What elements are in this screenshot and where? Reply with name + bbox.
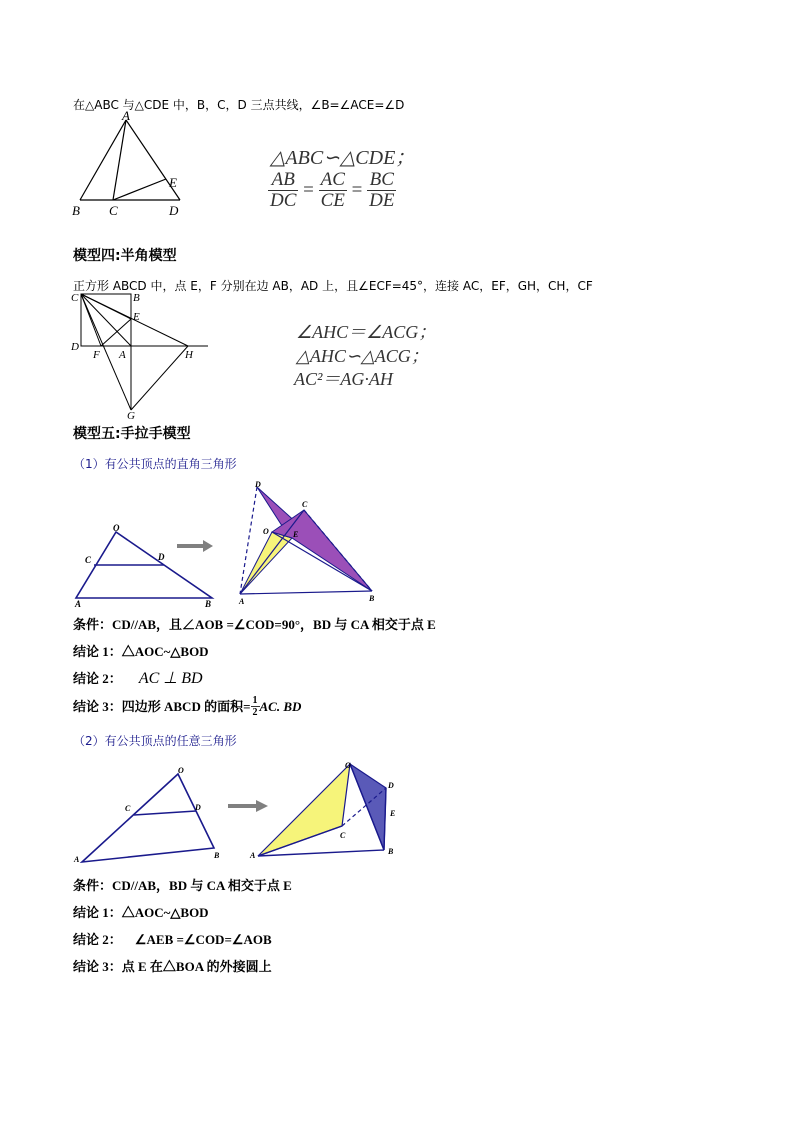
intro-line: 在△ABC 与△CDE 中，B，C，D 三点共线，∠B=∠ACE=∠D: [73, 98, 405, 112]
label-b: B: [205, 599, 212, 608]
label-h: H: [185, 349, 193, 361]
model4-line: 正方形 ABCD 中，点 E，F 分别在边 AB，AD 上，且∠ECF=45°，连接 AC，EF，GH，CH，CF: [73, 279, 593, 293]
label-d: D: [195, 803, 201, 812]
label-o: O: [113, 524, 120, 533]
label-a: A: [122, 110, 130, 123]
formula-angle: ∠AHC＝∠ACG；: [296, 322, 437, 342]
part2-conclusion3: 结论 3：点 E 在△BOA 的外接圆上: [73, 959, 272, 974]
part1-condition: 条件：CD//AB，且∠AOB =∠COD=90°，BD 与 CA 相交于点 E: [73, 617, 436, 632]
part1-conclusion2: 结论 2： AC ⊥ BD: [73, 670, 203, 687]
label-b: B: [133, 292, 140, 304]
label-c: C: [85, 555, 92, 565]
part2-conclusion2: 结论 2： ∠AEB =∠COD=∠AOB: [73, 932, 272, 947]
perpendicular-formula: AC ⊥ BD: [138, 670, 203, 687]
label-a: A: [119, 349, 126, 361]
label-c: C: [340, 831, 346, 840]
figure-part2-right: [246, 758, 406, 862]
label-d: D: [158, 552, 165, 562]
label-e: E: [169, 175, 177, 190]
label-d: D: [71, 341, 79, 353]
figure-half-angle: [66, 288, 216, 420]
label-o: O: [345, 761, 351, 770]
label-c: C: [71, 292, 79, 304]
label-e: E: [390, 809, 396, 818]
label-a: A: [74, 855, 80, 864]
label-d: D: [388, 781, 394, 790]
angle-formula: ∠AEB =∠COD=∠AOB: [134, 932, 272, 947]
figure-part1-right: [234, 480, 384, 608]
part2-subhead: （2）有公共顶点的任意三角形: [73, 734, 237, 748]
part1-subhead: （1）有公共顶点的直角三角形: [73, 457, 237, 471]
label-d: D: [255, 480, 261, 489]
label-o: O: [263, 527, 269, 536]
label-o: O: [178, 766, 184, 775]
model4-heading: 模型四:半角模型: [73, 248, 177, 264]
fraction-half: $\frac{1}{2}$: [252, 695, 258, 718]
label-c: C: [125, 804, 131, 813]
figure-part1-left: [70, 524, 220, 608]
label-b: B: [369, 594, 375, 603]
part1-conclusion1: 结论 1：△AOC~△BOD: [73, 644, 209, 659]
label-e: E: [293, 530, 299, 539]
ratio-equation: [268, 170, 396, 211]
label-a: A: [75, 599, 82, 608]
model5-heading: 模型五:手拉手模型: [73, 426, 191, 442]
label-c: C: [109, 203, 118, 218]
equals-sign: =: [351, 179, 363, 201]
label-b: B: [388, 847, 394, 856]
label-b: B: [72, 203, 80, 218]
label-g: G: [127, 410, 135, 420]
formula-similar: △AHC∽△ACG；: [296, 346, 429, 366]
label-a: A: [239, 597, 245, 606]
fraction-bc-de: $\frac{BC}{DE}$: [369, 169, 395, 211]
fraction-ac-ce: $\frac{AC}{CE}$: [320, 169, 345, 211]
equals-sign: =: [303, 179, 314, 201]
figure-triangles-abc-cde: [66, 110, 196, 222]
similar-statement: △ABC∽△CDE；: [270, 147, 416, 169]
part1-conclusion3: 结论 3：四边形 ABCD 的面积= $\frac{1}{2}$ AC. BD: [73, 695, 302, 718]
arrow-icon: [175, 538, 215, 554]
figure-part2-left: [70, 766, 230, 868]
label-b: B: [214, 851, 220, 860]
label-f: F: [93, 349, 100, 361]
part2-condition: 条件：CD//AB，BD 与 CA 相交于点 E: [73, 878, 292, 893]
formula-product: AC²＝AG·AH: [294, 369, 393, 389]
label-c: C: [302, 500, 308, 509]
label-e: E: [133, 311, 140, 323]
label-d: D: [169, 203, 179, 218]
label-a: A: [250, 851, 256, 860]
part2-conclusion1: 结论 1：△AOC~△BOD: [73, 905, 209, 920]
fraction-ab-dc: $\frac{AB}{DC}$: [270, 169, 297, 211]
